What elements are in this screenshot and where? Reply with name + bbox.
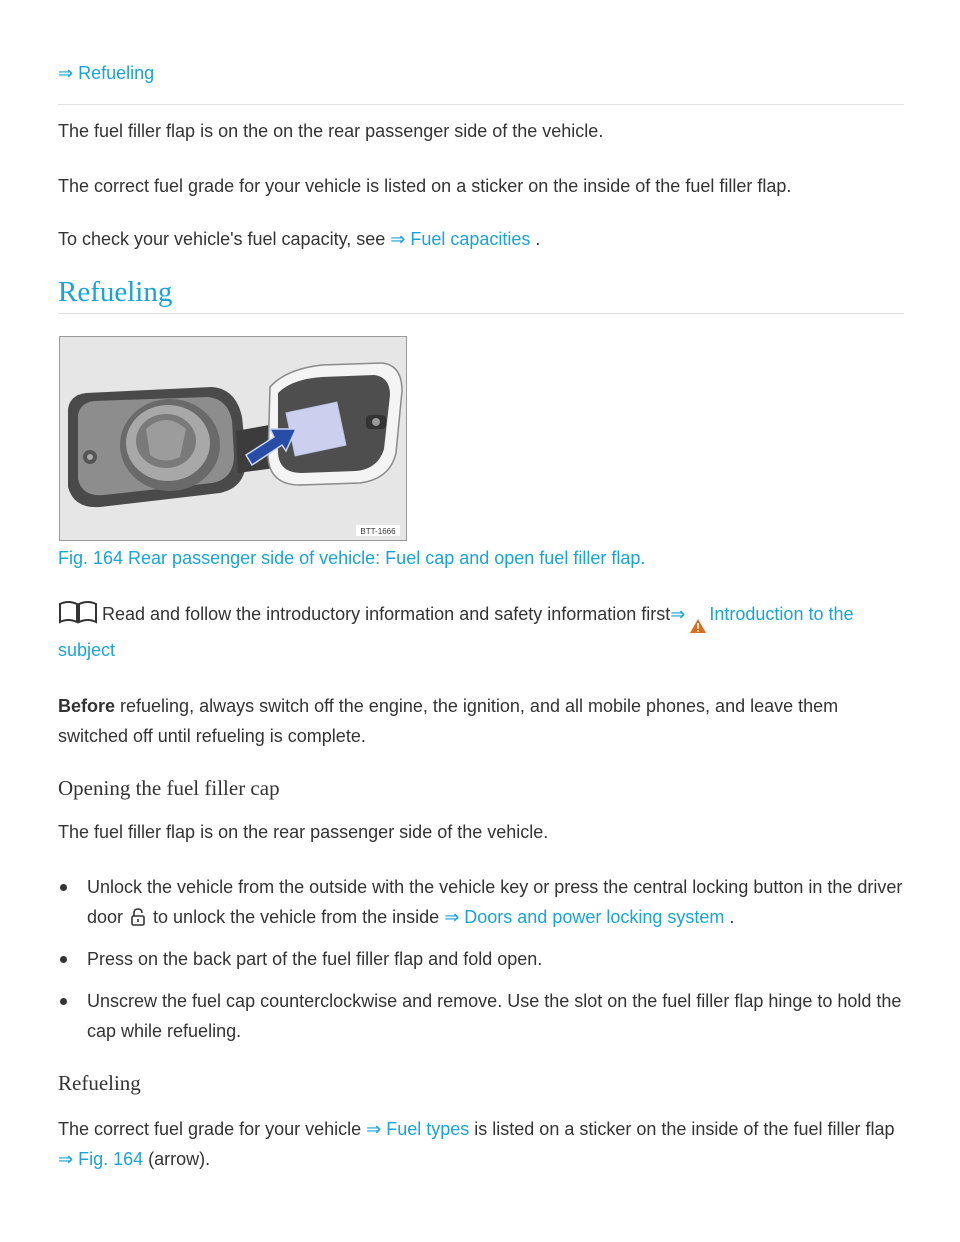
refueling-title: Refueling — [58, 1071, 141, 1095]
step2-text: Press on the back part of the fuel filler flap and fold open. — [87, 949, 543, 969]
divider — [58, 104, 904, 105]
fuel-flap-illustration — [60, 337, 406, 540]
figure-code: BTT-1666 — [360, 527, 396, 536]
refueling-paragraph — [58, 1114, 904, 1174]
opening-steps — [58, 872, 904, 1058]
list-item — [58, 872, 904, 932]
doors-link[interactable]: ⇒ Doors and power locking system — [444, 907, 725, 927]
list-item — [58, 944, 904, 974]
before-paragraph — [58, 691, 904, 751]
fuel-flap-figure — [59, 336, 407, 541]
notice-arrow[interactable]: ⇒ — [670, 604, 686, 624]
step1-end: . — [724, 907, 735, 927]
figure-caption: Fig. 164 Rear passenger side of vehicle: Fuel cap and open fuel filler flap. — [58, 548, 646, 568]
intro-paragraph-1: The fuel filler flap is on the on the rear passenger side of the vehicle. — [58, 121, 604, 141]
intro-paragraph-2: The correct fuel grade for your vehicle is listed on a sticker on the inside of the fuel filler flap. — [58, 176, 792, 196]
refuel-text-1: The correct fuel grade for your vehicle — [58, 1119, 367, 1139]
step1-text: Unlock the vehicle from the outside with the vehicle key or press the central locking button in the driver door — [87, 877, 903, 927]
refuel-text-2: is listed on a sticker on the inside of the fuel filler flap — [469, 1119, 895, 1139]
step3-text: Unscrew the fuel cap counterclockwise and remove. Use the slot on the fuel filler flap hinge to hold the cap while refueling. — [87, 991, 902, 1041]
notice-text: Read and follow the introductory information and safety information first — [102, 604, 671, 624]
unlock-icon — [131, 908, 145, 926]
warning-icon — [689, 618, 707, 634]
fig-164-link[interactable]: ⇒ Fig. 164 — [58, 1149, 144, 1169]
refuel-text-3: (arrow). — [143, 1149, 211, 1169]
opening-paragraph: The fuel filler flap is on the rear passenger side of the vehicle. — [58, 822, 549, 842]
step1-text-2: to unlock the vehicle from the inside — [148, 907, 445, 927]
before-text: refueling, always switch off the engine, the ignition, and all mobile phones, and leave them switched off until refueling is complete. — [58, 696, 839, 746]
section-title: Refueling — [58, 276, 173, 308]
book-icon — [58, 600, 98, 624]
section-divider — [58, 313, 904, 314]
fuel-types-link[interactable]: ⇒ Fuel types — [366, 1119, 470, 1139]
refueling-top-link[interactable]: ⇒ Refueling — [58, 63, 155, 83]
capacity-end: . — [530, 229, 541, 249]
capacity-text: To check your vehicle's fuel capacity, see — [58, 229, 391, 249]
intro-paragraph-3 — [58, 224, 904, 254]
before-bold: Before — [58, 696, 116, 716]
opening-title: Opening the fuel filler cap — [58, 776, 280, 800]
introduction-link[interactable]: Introduction to the subject — [58, 604, 854, 660]
safety-notice — [58, 598, 904, 666]
list-item — [58, 986, 904, 1046]
fuel-capacities-link[interactable]: ⇒ Fuel capacities — [390, 229, 531, 249]
